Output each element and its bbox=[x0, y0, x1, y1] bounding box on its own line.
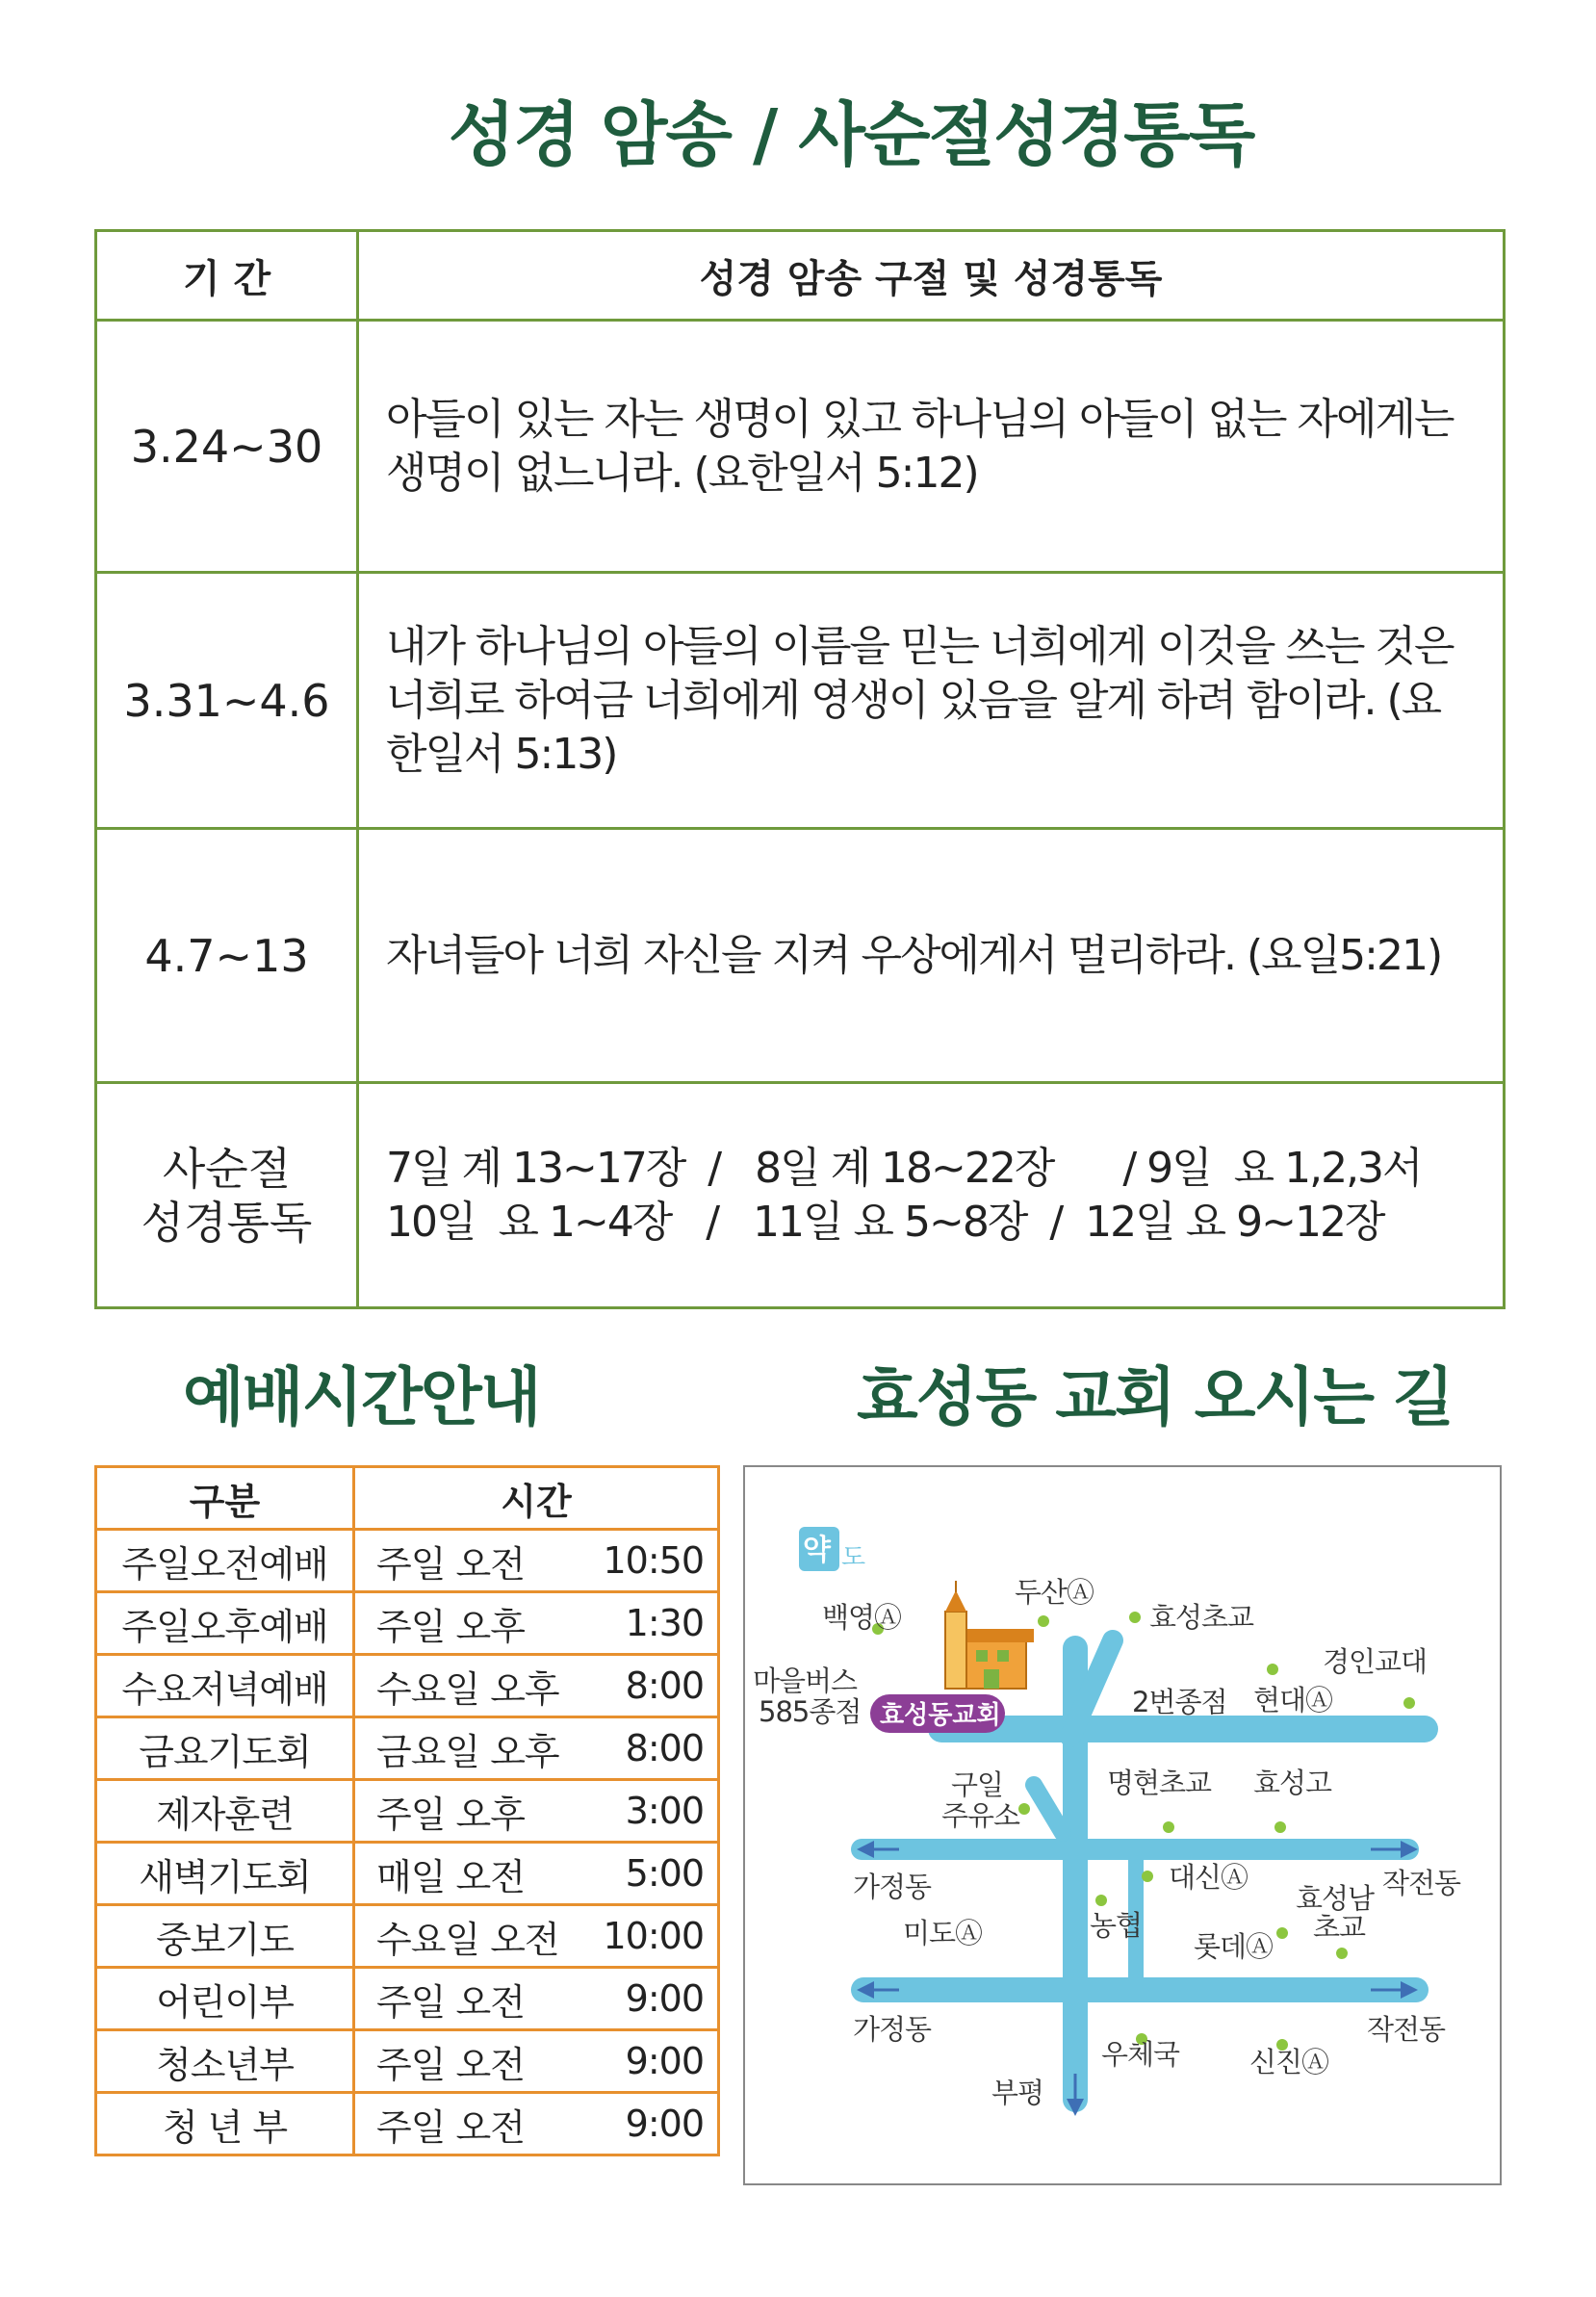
label-hyoseongnam: 효성남 bbox=[1296, 1882, 1375, 1915]
category-header: 구분 bbox=[96, 1467, 354, 1530]
road-lower-horizontal bbox=[851, 1977, 1429, 2002]
map-title: 효성동 교회 오시는 길 bbox=[857, 1360, 1453, 1434]
time-wrapper bbox=[355, 2035, 717, 2088]
dot-myeonghyeon bbox=[1163, 1821, 1174, 1833]
lent-reading-row bbox=[96, 1083, 1505, 1308]
time-wrapper bbox=[355, 1847, 717, 1900]
church-label bbox=[870, 1694, 1005, 1733]
service-time: 3:00 bbox=[625, 1790, 704, 1832]
table-row bbox=[96, 1905, 719, 1968]
service-day: 주일 오후 bbox=[376, 1605, 525, 1648]
dot-doosan bbox=[1038, 1615, 1049, 1627]
lent-reading-cell bbox=[358, 1083, 1505, 1308]
category-cell: 중보기도 bbox=[96, 1905, 354, 1968]
time-cell bbox=[354, 1655, 719, 1717]
time-wrapper bbox=[355, 1910, 717, 1963]
category-cell: 금요기도회 bbox=[96, 1717, 354, 1780]
dot-hyoseong-elem bbox=[1129, 1612, 1141, 1623]
table-row bbox=[96, 321, 1505, 573]
label-post: 우체국 bbox=[1101, 2038, 1180, 2071]
verse-header: 성경 암송 구절 및 성경통독 bbox=[358, 231, 1505, 321]
service-day: 매일 오전 bbox=[376, 1855, 525, 1898]
dot-hyoseong-high bbox=[1274, 1821, 1286, 1833]
time-wrapper bbox=[355, 1973, 717, 2026]
category-cell: 제자훈련 bbox=[96, 1780, 354, 1843]
dot-gyeongin bbox=[1267, 1664, 1278, 1675]
memo-header-row bbox=[96, 231, 1505, 321]
period-cell: 3.24~30 bbox=[96, 321, 358, 573]
main-title: 성경 암송 / 사순절성경통독 bbox=[448, 94, 1254, 175]
time-wrapper bbox=[355, 1535, 717, 1587]
time-cell bbox=[354, 1717, 719, 1780]
label-gyeongin: 경인교대 bbox=[1323, 1645, 1428, 1678]
lent-period-line1: 사순절 bbox=[162, 1142, 292, 1195]
label-myeonghyeon: 명현초교 bbox=[1107, 1767, 1212, 1799]
worship-title: 예배시간안내 bbox=[183, 1360, 540, 1434]
table-row bbox=[96, 1968, 719, 2030]
label-doosan: 두산Ⓐ bbox=[1015, 1576, 1094, 1609]
directions-map bbox=[743, 1465, 1502, 2185]
service-time: 9:00 bbox=[625, 1977, 704, 2020]
service-time: 10:50 bbox=[603, 1539, 704, 1582]
label-bupyeong: 부평 bbox=[991, 2077, 1044, 2109]
table-row bbox=[96, 1592, 719, 1655]
label-nonghyup: 농협 bbox=[1090, 1909, 1143, 1942]
category-cell: 청소년부 bbox=[96, 2030, 354, 2093]
time-cell bbox=[354, 1592, 719, 1655]
lent-reading-line1: 7일 계 13~17장 / 8일 계 18~22장 / 9일 요 1,2,3서 bbox=[386, 1143, 1422, 1193]
label-gajeong-1: 가정동 bbox=[853, 1871, 932, 1903]
worship-header-row bbox=[96, 1467, 719, 1530]
time-cell bbox=[354, 2093, 719, 2155]
road-upper-horizontal bbox=[928, 1716, 1438, 1742]
category-cell: 주일오전예배 bbox=[96, 1530, 354, 1592]
worship-schedule-table bbox=[94, 1465, 720, 2156]
label-mido: 미도Ⓐ bbox=[903, 1917, 983, 1949]
time-wrapper bbox=[355, 2098, 717, 2151]
table-row bbox=[96, 1655, 719, 1717]
map-badge bbox=[799, 1527, 865, 1572]
table-row bbox=[96, 829, 1505, 1083]
service-day: 주일 오전 bbox=[376, 1980, 525, 2024]
dot-guil bbox=[1018, 1803, 1030, 1815]
dot-hyundai bbox=[1403, 1697, 1415, 1709]
table-row bbox=[96, 1843, 719, 1905]
table-row bbox=[96, 2030, 719, 2093]
service-day: 주일 오전 bbox=[376, 2105, 525, 2149]
verse-cell: 아들이 있는 자는 생명이 있고 하나님의 아들이 없는 자에게는 생명이 없느니라. (요한일서 5:12) bbox=[358, 321, 1505, 573]
time-cell bbox=[354, 1530, 719, 1592]
dot-hyoseongnam bbox=[1336, 1948, 1348, 1959]
time-cell bbox=[354, 1843, 719, 1905]
service-time: 9:00 bbox=[625, 2103, 704, 2145]
category-cell: 새벽기도회 bbox=[96, 1843, 354, 1905]
time-header: 시간 bbox=[354, 1467, 719, 1530]
table-row bbox=[96, 573, 1505, 829]
label-jakjeon-2: 작전동 bbox=[1367, 2013, 1446, 2046]
dot-nonghyup bbox=[1095, 1895, 1107, 1906]
label-sinjin: 신진Ⓐ bbox=[1249, 2046, 1329, 2078]
map-drawing bbox=[745, 1467, 1500, 2183]
service-time: 10:00 bbox=[603, 1915, 704, 1957]
label-stop2: 2번종점 bbox=[1132, 1686, 1227, 1718]
label-gas: 주유소 bbox=[941, 1799, 1020, 1832]
label-school: 초교 bbox=[1313, 1911, 1366, 1944]
road-middle-horizontal bbox=[851, 1839, 1419, 1860]
road-diagonal-southwest bbox=[1034, 1785, 1063, 1833]
label-baekyoung: 백영Ⓐ bbox=[822, 1601, 902, 1634]
service-time: 1:30 bbox=[625, 1602, 704, 1644]
label-lotte: 롯데Ⓐ bbox=[1194, 1930, 1274, 1963]
label-bus: 마을버스 bbox=[753, 1665, 858, 1697]
time-wrapper bbox=[355, 1597, 717, 1650]
time-wrapper bbox=[355, 1722, 717, 1775]
category-cell: 수요저녁예배 bbox=[96, 1655, 354, 1717]
memorization-table bbox=[94, 229, 1506, 1309]
label-jakjeon-1: 작전동 bbox=[1382, 1867, 1461, 1899]
worship-body bbox=[96, 1530, 719, 2155]
service-day: 수요일 오후 bbox=[376, 1667, 559, 1711]
period-cell: 4.7~13 bbox=[96, 829, 358, 1083]
label-bus-stop: 585종점 bbox=[759, 1695, 862, 1728]
label-hyundai: 현대Ⓐ bbox=[1253, 1684, 1333, 1716]
map-badge-1: 약 bbox=[803, 1534, 831, 1567]
service-day: 주일 오후 bbox=[376, 1793, 525, 1836]
time-cell bbox=[354, 2030, 719, 2093]
verse-cell: 내가 하나님의 아들의 이름을 믿는 너희에게 이것을 쓰는 것은 너희로 하여금 너희에게 영생이 있음을 알게 하려 함이라. (요한일서 5:13) bbox=[358, 573, 1505, 829]
service-time: 9:00 bbox=[625, 2040, 704, 2082]
service-day: 주일 오전 bbox=[376, 2043, 525, 2086]
service-day: 금요일 오후 bbox=[376, 1730, 559, 1773]
service-time: 5:00 bbox=[625, 1852, 704, 1895]
category-cell: 주일오후예배 bbox=[96, 1592, 354, 1655]
table-row bbox=[96, 1717, 719, 1780]
dot-daesin bbox=[1142, 1871, 1153, 1882]
table-row bbox=[96, 2093, 719, 2155]
label-daesin: 대신Ⓐ bbox=[1169, 1861, 1248, 1894]
time-wrapper bbox=[355, 1660, 717, 1713]
service-day: 수요일 오전 bbox=[376, 1918, 559, 1961]
period-cell: 3.31~4.6 bbox=[96, 573, 358, 829]
time-cell bbox=[354, 1905, 719, 1968]
label-guil: 구일 bbox=[951, 1768, 1004, 1801]
map-badge-2: 도 bbox=[841, 1543, 866, 1572]
table-row bbox=[96, 1530, 719, 1592]
service-day: 주일 오전 bbox=[376, 1542, 525, 1586]
service-time: 8:00 bbox=[625, 1727, 704, 1769]
label-hyoseong-high: 효성고 bbox=[1253, 1767, 1332, 1799]
label-gajeong-2: 가정동 bbox=[853, 2013, 932, 2046]
table-row bbox=[96, 1780, 719, 1843]
lent-period-cell bbox=[96, 1083, 358, 1308]
category-cell: 청 년 부 bbox=[96, 2093, 354, 2155]
service-time: 8:00 bbox=[625, 1665, 704, 1707]
lent-period-line2: 성경통독 bbox=[141, 1196, 313, 1249]
label-hyoseong-elem: 효성초교 bbox=[1149, 1601, 1254, 1634]
period-header: 기 간 bbox=[96, 231, 358, 321]
category-cell: 어린이부 bbox=[96, 1968, 354, 2030]
verse-cell: 자녀들아 너희 자신을 지켜 우상에게서 멀리하라. (요일5:21) bbox=[358, 829, 1505, 1083]
dot-lotte bbox=[1276, 1927, 1288, 1939]
time-wrapper bbox=[355, 1785, 717, 1838]
lent-reading-line2: 10일 요 1~4장 / 11일 요 5~8장 / 12일 요 9~12장 bbox=[386, 1197, 1384, 1247]
church-label-text: 효성동교회 bbox=[880, 1701, 1001, 1730]
time-cell bbox=[354, 1968, 719, 2030]
time-cell bbox=[354, 1780, 719, 1843]
